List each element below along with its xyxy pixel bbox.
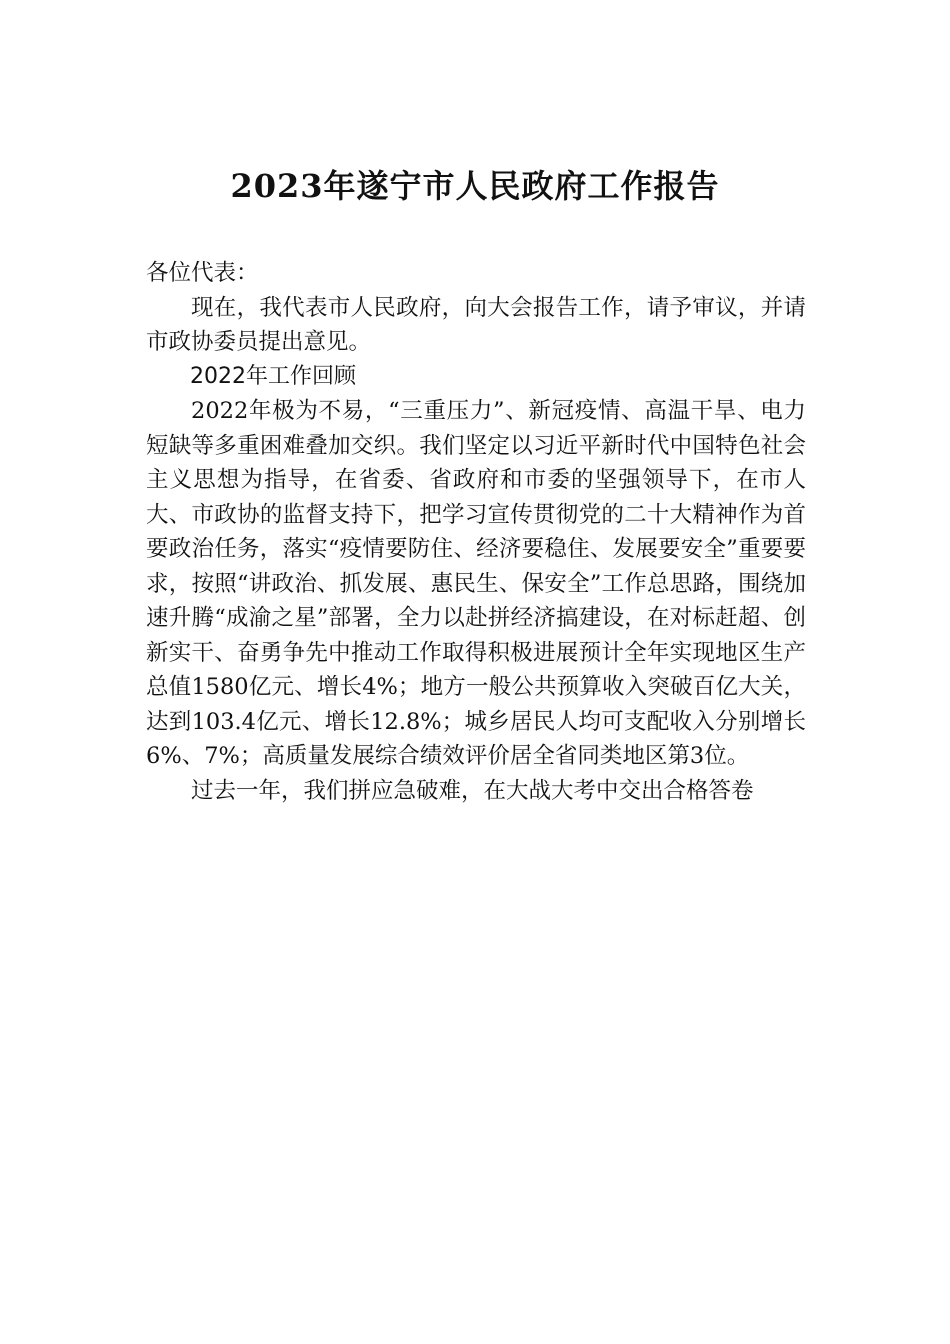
salutation: 各位代表： <box>146 260 259 286</box>
body-paragraph-2: 过去一年，我们拼应急破难，在大战大考中交出合格答卷 <box>191 777 754 804</box>
section-heading: 2022年工作回顾 <box>190 363 356 389</box>
body-paragraph-1: 2022年极为不易，“三重压力”、新冠疫情、高温干旱、电力短缺等多重困难叠加交织。我们坚定以习近平新时代中国特色社会主义思想为指导，在省委、省政府和市委的坚强领导下，在市人大、市政协的监督支持下，把学习宣传贯彻党的二十大精神作为首要政治任务，落实“疫情要防住、经济要稳住、发展要安全”重要要求，按照“讲政治、抓发展、惠民生、保安全”工作总思路，围绕加速升腾“成渝之星”部署，全力以赴拼经济搞建设，在对标赶超、创新实干、奋勇争先中推动工作取得积极进展预计全年实现地区生产总值1580亿元、增长4%；地方一般公共预算收入突破百亿大关，达到103.4亿元、增长12.8%；城乡居民人均可支配收入分别增长6%、7%；高质量发展综合绩效评价居全省同类地区第3位。 <box>146 398 806 769</box>
document-body <box>146 256 806 808</box>
document-title: 2023年遂宁市人民政府工作报告 <box>230 167 720 205</box>
intro-paragraph: 现在，我代表市人民政府，向大会报告工作，请予审议，并请市政协委员提出意见。 <box>146 294 806 355</box>
